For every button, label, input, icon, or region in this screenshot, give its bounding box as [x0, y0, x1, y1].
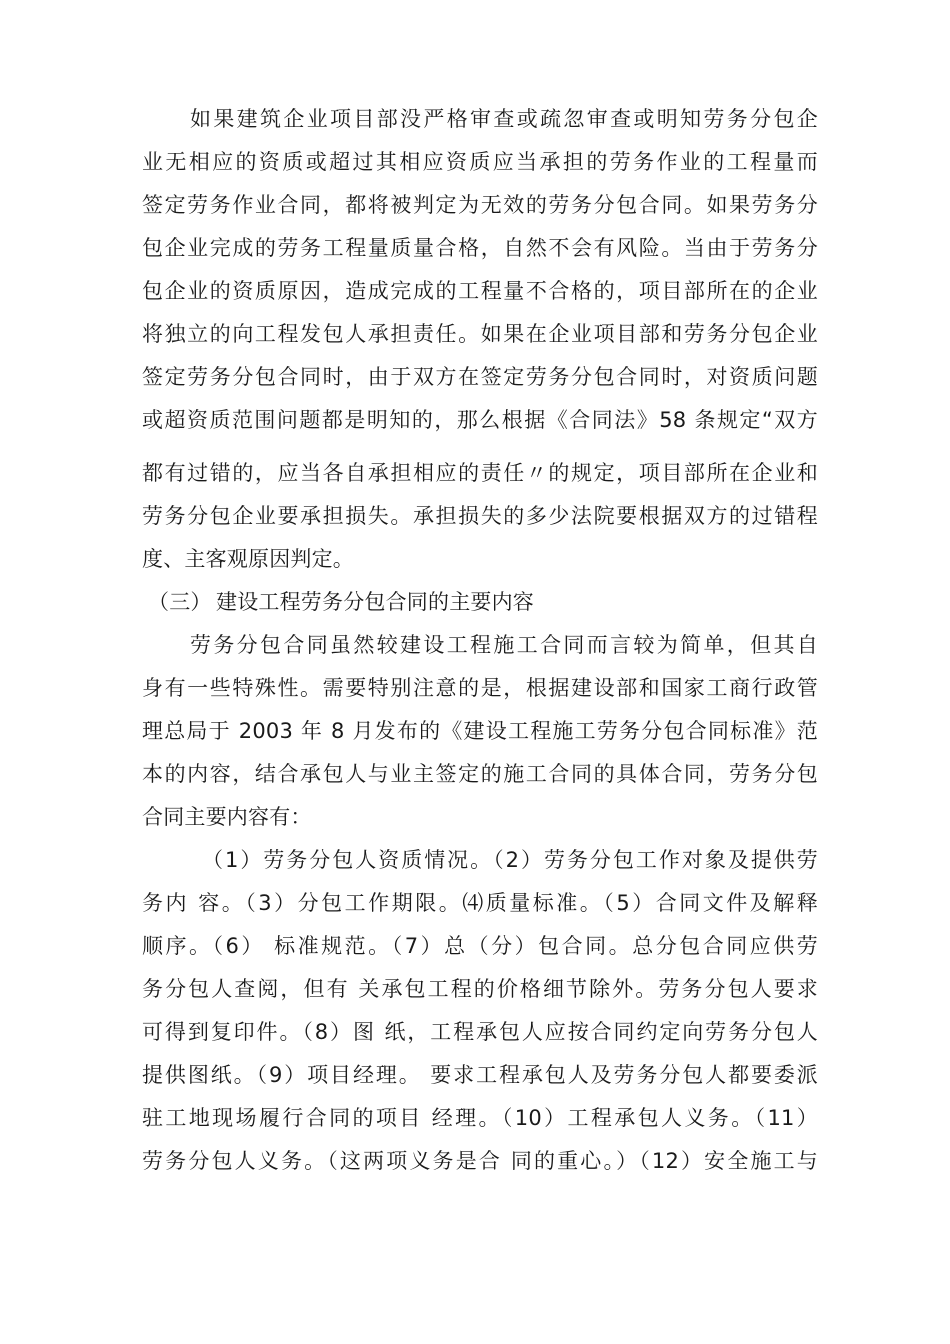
- section-heading: [148, 587, 824, 617]
- text-line: 理总局于 2003 年 8 月发布的《建设工程施工劳务分包合同标准》范: [142, 719, 818, 743]
- text-line: 度、主客观原因判定。: [142, 547, 354, 571]
- text-line: 如果建筑企业项目部没严格审查或疏忽审查或明知劳务分包企: [190, 107, 818, 131]
- text-line: 可得到复印件。（8）图 纸，工程承包人应按合同约定向劳务分包人: [142, 1020, 818, 1044]
- text-line: 或超资质范围问题都是明知的，那么根据《合同法》58 条规定“双方: [142, 408, 818, 432]
- text-line: 劳务分包企业要承担损失。承担损失的多少法院要根据双方的过错程: [142, 504, 818, 528]
- section-title: 建设工程劳务分包合同的主要内容: [216, 590, 534, 614]
- text-line: 包企业完成的劳务工程量质量合格，自然不会有风险。当由于劳务分: [142, 236, 818, 260]
- text-line: 劳务分包人义务。（这两项义务是合 同的重心。）（12）安全施工与: [142, 1149, 818, 1173]
- text-line: 签定劳务作业合同，都将被判定为无效的劳务分包合同。如果劳务分: [142, 193, 818, 217]
- text-line: 驻工地现场履行合同的项目 经理。（10）工程承包人义务。（11）: [142, 1106, 818, 1130]
- text-line: 劳务分包合同虽然较建设工程施工合同而言较为简单，但其自: [190, 633, 818, 657]
- text-line: 身有一些特殊性。需要特别注意的是，根据建设部和国家工商行政管: [142, 676, 818, 700]
- text-line: 业无相应的资质或超过其相应资质应当承担的劳务作业的工程量而: [142, 150, 818, 174]
- text-line: 合同主要内容有：: [142, 805, 312, 829]
- section-number: （三）: [148, 590, 212, 614]
- text-line: （1）劳务分包人资质情况。（2）劳务分包工作对象及提供劳: [202, 848, 818, 872]
- text-line: 本的内容，结合承包人与业主签定的施工合同的具体合同，劳务分包: [142, 762, 818, 786]
- text-line: 提供图纸。（9）项目经理。 要求工程承包人及劳务分包人都要委派: [142, 1063, 818, 1087]
- text-line: 顺序。（6） 标准规范。（7）总（分）包合同。总分包合同应供劳: [142, 934, 818, 958]
- text-line: 都有过错的，应当各自承担相应的责任〃的规定，项目部所在企业和: [142, 461, 818, 485]
- text-line: 包企业的资质原因，造成完成的工程量不合格的，项目部所在的企业: [142, 279, 818, 303]
- text-line: 签定劳务分包合同时，由于双方在签定劳务分包合同时，对资质问题: [142, 365, 818, 389]
- text-line: 将独立的向工程发包人承担责任。如果在企业项目部和劳务分包企业: [142, 322, 818, 346]
- text-line: 务分包人查阅，但有 关承包工程的价格细节除外。劳务分包人要求: [142, 977, 818, 1001]
- text-line: 务内 容。（3）分包工作期限。⑷质量标准。（5）合同文件及解释: [142, 891, 818, 915]
